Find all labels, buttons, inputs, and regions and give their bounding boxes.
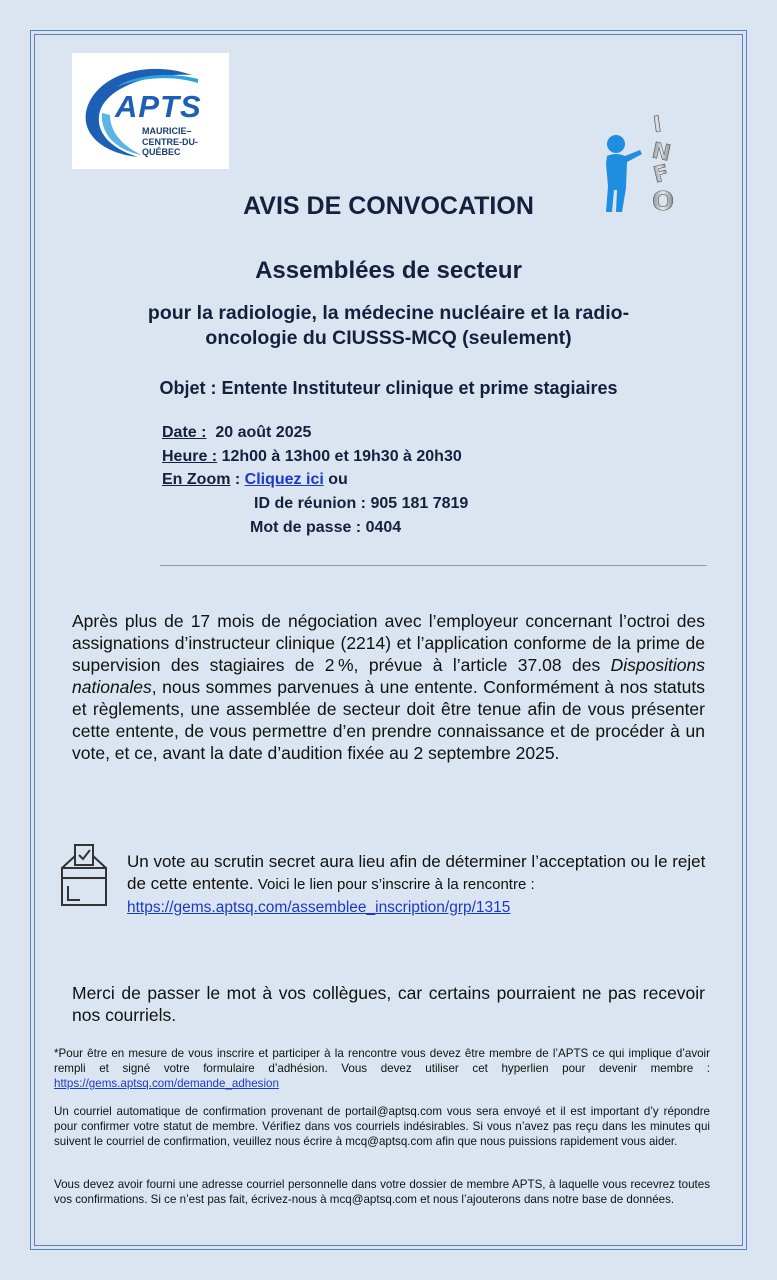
footnote-membership <box>54 1046 710 1091</box>
vote-small-text: Voici le lien pour s’inscrire à la rencontre : <box>253 876 535 893</box>
footnote-membership-text: *Pour être en mesure de vous inscrire et participer à la rencontre vous devez être membre de l’APTS ce qui implique d’avoir rempli et signé votre formulaire d’adhésion. Vous devez utiliser cet hyperlien pour devenir membre : <box>54 1047 710 1075</box>
page-description <box>0 301 777 351</box>
page-subtitle: Assemblées de secteur <box>255 257 522 284</box>
membership-link[interactable]: https://gems.aptsq.com/demande_adhesion <box>54 1077 279 1090</box>
meeting-password: Mot de passe : 0404 <box>250 519 402 536</box>
page-title: AVIS DE CONVOCATION <box>243 192 534 220</box>
intro-text-before: Après plus de 17 mois de négociation avec l’employeur concernant l’octroi des assignations d’instructeur clinique (2214) et l’application conforme de la prime de supervision des stagiaires de 2 %, prévue à l’article 37.08 des <box>72 611 705 675</box>
date-row <box>162 424 311 442</box>
apts-logo <box>72 53 229 169</box>
footnote-email: Vous devez avoir fourni une adresse courriel personnelle dans votre dossier de membre APTS, à laquelle vous recevrez toutes vos confirmations. Si ce n’est pas fait, écrivez-nous à mcq@aptsq.com et nous l’ajouterons dans notre base de données. <box>54 1178 710 1206</box>
thanks-paragraph: Merci de passer le mot à vos collègues, car certains pourraient ne pas recevoir nos courriels. <box>72 983 705 1025</box>
vote-text: Un vote au scrutin secret aura lieu afin de déterminer l’acceptation ou le rejet de cette entente. <box>127 852 706 893</box>
zoom-label: En Zoom <box>162 471 231 488</box>
heure-row <box>162 448 462 466</box>
logo-region-line1: MAURICIE– <box>142 126 192 136</box>
section-divider <box>160 565 707 566</box>
zoom-separator: : <box>230 471 245 488</box>
intro-text-after: , nous sommes parvenues à une entente. Conformément à nos statuts et règlements, une assemblée de secteur doit être tenue afin de vous présenter cette entente, de vous permettre d’en prendre connaissance et de procéder à un vote, et ce, avant la date d’audition fixée au 2 septembre 2025. <box>72 677 705 763</box>
logo-brand: APTS <box>115 89 202 124</box>
ballot-box-icon <box>58 842 110 908</box>
zoom-after: ou <box>323 471 348 488</box>
info-letter-n: N <box>649 138 673 167</box>
info-letter-i: I <box>651 112 664 139</box>
heure-label: Heure : <box>162 448 218 465</box>
footnote-confirmation: Un courriel automatique de confirmation provenant de portail@aptsq.com vous sera envoyé et il est important d’y répondre pour confirmer votre statut de membre. Vérifiez dans vos courriels indésirables. Si vous n’avez pas reçu dans les minutes qui suivent le courriel de confirmation, veuillez nous écrire à mcq@aptsq.com afin que nous puissions rapidement vous aider. <box>54 1105 710 1148</box>
registration-link[interactable]: https://gems.aptsq.com/assemblee_inscription/grp/1315 <box>127 899 511 916</box>
zoom-link[interactable]: Cliquez ici <box>244 471 324 488</box>
date-label: Date : <box>162 424 207 441</box>
vote-section <box>127 851 707 919</box>
description-line-1: pour la radiologie, la médecine nucléaire et la radio- <box>147 302 630 324</box>
intro-text-italic: Dispositions nationales <box>72 655 705 697</box>
info-letter-o: O <box>652 187 675 217</box>
intro-paragraph <box>72 610 705 764</box>
zoom-row <box>162 471 348 489</box>
description-line-2: oncologie du CIUSSS-MCQ (seulement) <box>205 327 572 349</box>
meeting-id: ID de réunion : 905 181 7819 <box>254 495 469 512</box>
date-value: 20 août 2025 <box>215 424 312 441</box>
logo-region-line2: CENTRE-DU-QUÉBEC <box>142 137 198 157</box>
heure-value: 12h00 à 13h00 et 19h30 à 20h30 <box>221 448 462 465</box>
objet-line: Objet : Entente Instituteur clinique et prime stagiaires <box>159 378 618 398</box>
info-letter-f: F <box>650 160 672 189</box>
